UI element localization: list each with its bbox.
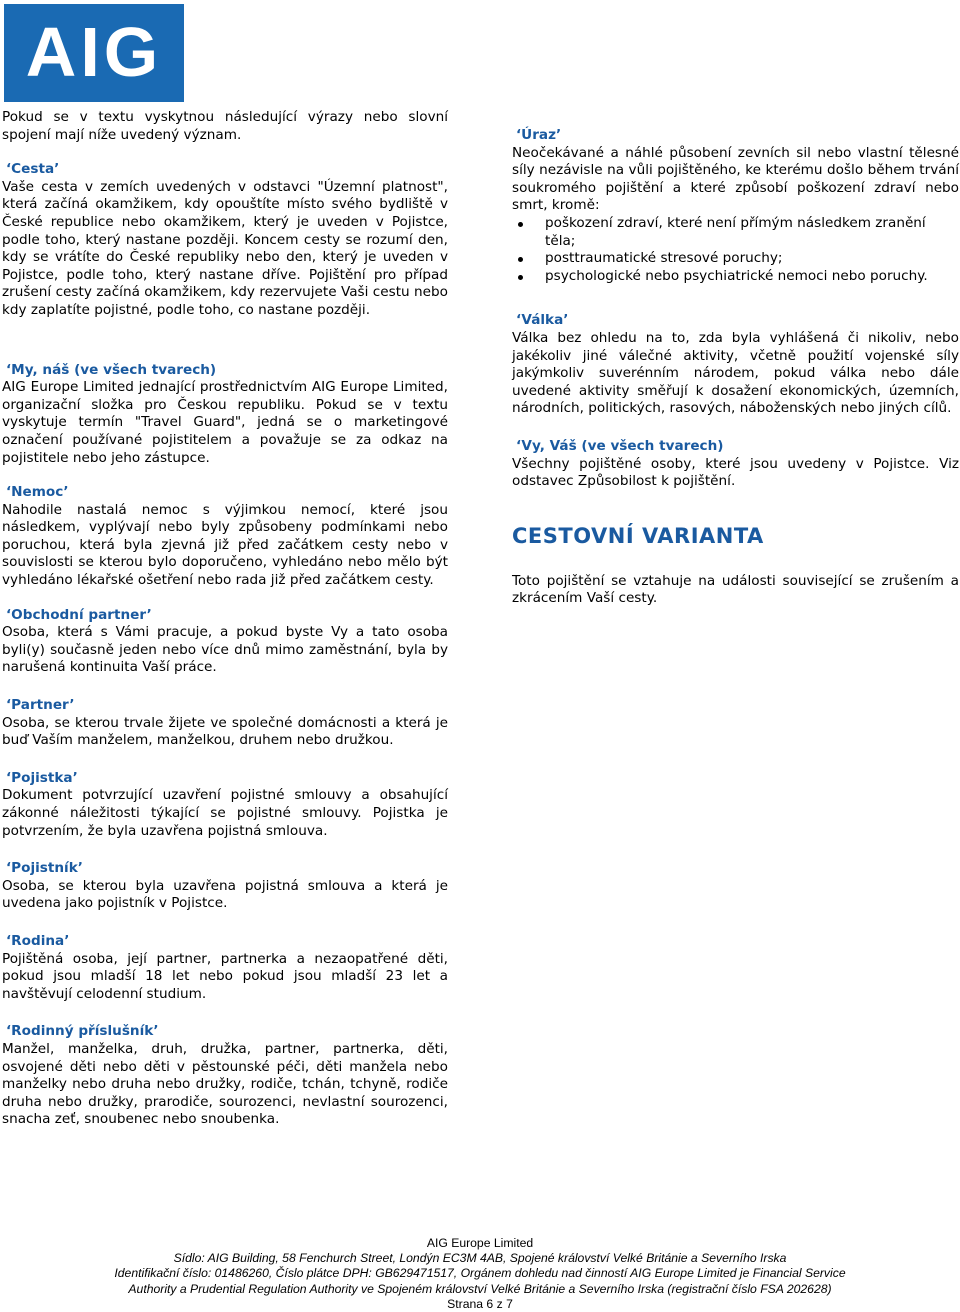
term-pojistka: ‘Pojistka’ Dokument potvrzující uzavření pojistné smlouvy a obsahující zákonné náležitosti týkající se pojistné smlouvy. Pojistka je potvrzením, že byla uzavřena pojistná smlouva. — [2, 769, 448, 839]
term-body: Manžel, manželka, druh, družka, partner, partnerka, děti, osvojené děti nebo děti v pěstounské péči, děti manžela nebo manželky nebo druha nebo družky, rodiče, tchán, tchyně, rodiče druha nebo družky, prarodiče, sourozenci, nevlastní sourozenci, snacha zeť, snoubenec nebo snoubenka. — [2, 1040, 448, 1128]
term-body: AIG Europe Limited jednající prostřednictvím AIG Europe Limited, organizační složka pro Českou republiku. Pokud se v textu vyskytuje termín "Travel Guard", jedná se o marketingové označení používané pojistitelem a považuje se za odkaz na pojistitele nebo jeho zástupce. — [2, 379, 448, 466]
logo-text: AIG — [25, 13, 163, 91]
term-body: Neočekávané a náhlé působení zevních sil nebo vlastní tělesné síly nezávisle na vůli pojištěného, ke kterému došlo během trvání soukromého pojištění a které způsobí poškození zdraví nebo smrt, kromě: — [512, 144, 959, 214]
term-body: Válka bez ohledu na to, zda byla vyhlášená či nikoliv, nebo jakékoliv jiné válečné aktivity, včetně použití vojenské síly jakýmkoliv suverénním národem, pokud válka nebo dále uvedené aktivity směřují k dosažení ekonomických, územních, národních, politických, rasových, náboženských nebo jiných cílů. — [512, 329, 959, 417]
left-column — [2, 109, 448, 1129]
term-partner: ‘Partner’ Osoba, se kterou trvale žijete ve společné domácnosti a která je buď Vaším manželem, manželkou, druhem nebo družkou. — [2, 697, 448, 749]
term-title: Pojistník — [11, 860, 78, 877]
term-title: Cesta — [11, 161, 55, 178]
section-body: Toto pojištění se vztahuje na události související se zrušením a zkrácením Vaší cesty. — [512, 572, 959, 607]
bullet-list — [512, 215, 959, 285]
aig-logo — [4, 4, 184, 102]
term-nemoc: ‘Nemoc’ Nahodile nastalá nemoc s výjimkou nemocí, které jsou následkem, vyplývají nebo byly způsobeny podmínkami nebo poruchou, která byla zjevná již před začátkem cesty nebo v souvislosti se kterou bylo doporučeno, vyhledáno nebo mělo být vyhledáno lékařské ošetření nebo rada již před začátkem cesty. — [2, 484, 448, 589]
term-title: Rodinný příslušník — [11, 1023, 154, 1040]
term-body: Osoba, která s Vámi pracuje, a pokud byste Vy a tato osoba byli(y) současně jeden nebo více dnů mimo zaměstnání, byla by narušená kontinuita Vaší práce. — [2, 624, 448, 676]
term-title: Obchodní partner — [11, 606, 147, 623]
term-title: Nemoc — [11, 484, 64, 501]
term-body: Všechny pojištěné osoby, které jsou uvedeny v Pojistce. Viz odstavec Způsobilost k pojištění. — [512, 455, 959, 490]
intro-text: Pokud se v textu vyskytnou následující výrazy nebo slovní spojení mají níže uvedený význam. — [2, 109, 448, 143]
page-number: Strana 6 z 7 — [447, 1296, 513, 1311]
term-body: Vaše cesta v zemích uvedených v odstavci "Územní platnost", která začíná okamžikem, kdy opouštíte místo svého bydliště v České republice nebo okamžikem, který je uveden v Pojistce, podle toho, který nastane později. Koncem cesty se rozumí den, kdy se vrátíte do České republiky nebo den, který je uveden v Pojistce, podle toho, který nastane dříve. Pojištění pro případ zrušení cesty začíná okamžikem, kdy rezervujete Vaši cestu nebo kdy zaplatíte pojistné, podle toho, co nastane později. — [2, 178, 448, 318]
list-item: posttraumatické stresové poruchy; — [545, 250, 959, 268]
term-obchodni-partner: ‘Obchodní partner’ Osoba, která s Vámi pracuje, a pokud byste Vy a tato osoba byli(y) současně jeden nebo více dnů mimo zaměstnání, byla by narušená kontinuita Vaší práce. — [2, 606, 448, 676]
term-title: My, náš (ve všech tvarech) — [11, 361, 217, 378]
term-title: Úraz — [521, 127, 556, 143]
term-title: Partner — [11, 697, 70, 714]
term-my: ‘My, náš (ve všech tvarech) AIG Europe Limited jednající prostřednictvím AIG Europe Limited, organizační složka pro Českou republiku. Pokud se v textu vyskytuje termín "Travel Guard", jedná se o marketingové označení používané pojistitelem a považuje se za odkaz na pojistitele nebo jeho zástupce. — [2, 361, 448, 466]
footer-line: Sídlo: AIG Building, 58 Fenchurch Street, Londýn EC3M 4AB, Spojené království Velké Británie a Severního Irska — [173, 1251, 787, 1266]
term-body: Nahodile nastalá nemoc s výjimkou nemocí, které jsou následkem, vyplývají nebo byly způsobeny podmínkami nebo poruchou, která byla zjevná již před začátkem cesty nebo v souvislosti se kterou bylo doporučeno, vyhledáno nebo mělo být vyhledáno lékařské ošetření nebo rada již před začátkem cesty. — [2, 501, 448, 589]
footer-company: AIG Europe Limited — [426, 1236, 534, 1250]
term-title: Vy, Váš (ve všech tvarech) — [521, 437, 724, 454]
term-cesta: ‘Cesta’ Vaše cesta v zemích uvedených v odstavci "Územní platnost", která začíná okamžikem, kdy opouštíte místo svého bydliště v České republice nebo okamžikem, který je uveden v Pojistce, podle toho, který nastane později. Koncem cesty se rozumí den, kdy se vrátíte do České republiky nebo den, který je uveden v Pojistce, podle toho, který nastane dříve. Pojištění pro případ zrušení cesty začíná okamžikem, kdy rezervujete Vaši cestu nebo kdy zaplatíte pojistné, podle toho, co nastane později. — [2, 161, 448, 318]
list-item: psychologické nebo psychiatrické nemoci nebo poruchy. — [545, 268, 959, 286]
term-title: Rodina — [11, 932, 65, 949]
term-body: Dokument potvrzující uzavření pojistné smlouvy a obsahující zákonné náležitosti týkající se pojistné smlouvy. Pojistka je potvrzením, že byla uzavřena pojistná smlouva. — [2, 787, 448, 839]
term-title: Válka — [521, 312, 564, 329]
term-vy: ‘Vy, Váš (ve všech tvarech) Všechny pojištěné osoby, které jsou uvedeny v Pojistce. Viz odstavec Způsobilost k pojištění. — [512, 437, 959, 490]
term-pojistnik: ‘Pojistník’ Osoba, se kterou byla uzavřena pojistná smlouva a která je uvedena jako pojistník v Pojistce. — [2, 860, 448, 912]
term-body: Osoba, se kterou trvale žijete ve společné domácnosti a která je buď Vaším manželem, manželkou, druhem nebo družkou. — [2, 714, 448, 749]
page-footer — [0, 1236, 960, 1312]
section-heading: CESTOVNÍ VARIANTA — [512, 523, 764, 548]
term-body: Osoba, se kterou byla uzavřena pojistná smlouva a která je uvedena jako pojistník v Pojistce. — [2, 877, 448, 912]
term-uraz: ‘Úraz’ Neočekávané a náhlé působení zevních sil nebo vlastní tělesné síly nezávisle na vůli pojištěného, ke kterému došlo během trvání soukromého pojištění a které způsobí poškození zdraví nebo smrt, kromě: poškození zdraví, které není přímým následkem zranění těla; posttraumatické stresové poruchy; psychologické nebo psychiatrické nemoci nebo poruchy. — [512, 127, 959, 284]
term-rodina: ‘Rodina’ Pojištěná osoba, její partner, partnerka a nezaopatřené děti, pokud jsou mladší 18 let nebo pokud jsou mladší 23 let a navštěvují celodenní studium. — [2, 932, 448, 1002]
term-title: Pojistka — [11, 769, 73, 786]
footer-line: Authority a Prudential Regulation Authority ve Spojeném království Velké Británie a Severního Irska (registrační číslo FSA 202628) — [128, 1281, 832, 1296]
term-body: Pojištěná osoba, její partner, partnerka a nezaopatřené děti, pokud jsou mladší 18 let nebo pokud jsou mladší 23 let a navštěvují celodenní studium. — [2, 950, 448, 1002]
term-valka: ‘Válka’ Válka bez ohledu na to, zda byla vyhlášená či nikoliv, nebo jakékoliv jiné válečné aktivity, včetně použití vojenské síly jakýmkoliv suverénním národem, pokud válka nebo dále uvedené aktivity směřují k dosažení ekonomických, územních, národních, politických, rasových, náboženských nebo jiných cílů. — [512, 312, 959, 417]
footer-line: Identifikační číslo: 01486260, Číslo plátce DPH: GB629471517, Orgánem dohledu nad činností AIG Europe Limited je Financial Service — [114, 1266, 846, 1281]
term-rodinny-prislusnik: ‘Rodinný příslušník’ Manžel, manželka, druh, družka, partner, partnerka, děti, osvojené děti nebo děti v pěstounské péči, děti manžela nebo manželky nebo druha nebo družky, rodiče, tchán, tchyně, rodiče druha nebo družky, prarodiče, sourozenci, nevlastní sourozenci, snacha zeť, snoubenec nebo snoubenka. — [2, 1023, 448, 1128]
right-column — [512, 127, 959, 608]
list-item: poškození zdraví, které není přímým následkem zranění těla; — [545, 215, 959, 250]
